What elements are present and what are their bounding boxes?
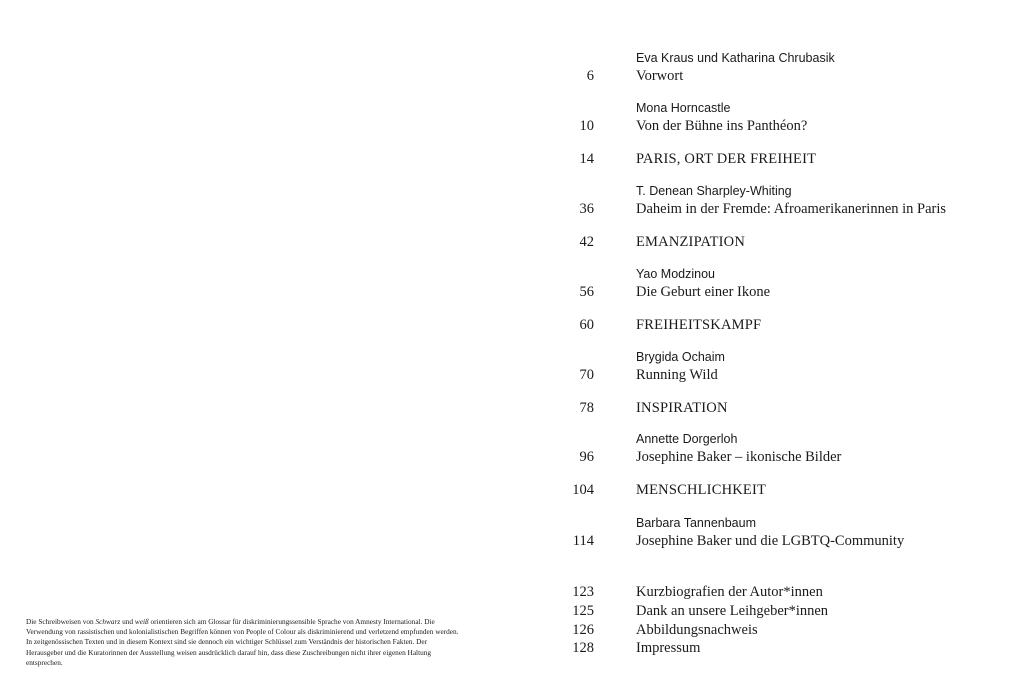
toc-author: Yao Modzinou bbox=[636, 267, 715, 281]
toc-page-number: 14 bbox=[579, 151, 594, 167]
footnote-part: und bbox=[120, 617, 135, 626]
toc-title: Josephine Baker – ikonische Bilder bbox=[636, 449, 842, 465]
toc-section-title: MENSCHLICHKEIT bbox=[636, 482, 767, 498]
toc-title: Die Geburt einer Ikone bbox=[636, 284, 771, 300]
toc-title: Abbildungsnachweis bbox=[636, 622, 758, 638]
toc-section-title: INSPIRATION bbox=[636, 400, 728, 416]
toc-page-number: 6 bbox=[586, 68, 594, 84]
toc-page-number: 78 bbox=[579, 400, 594, 416]
toc-page-number: 60 bbox=[579, 317, 594, 333]
toc-author: Eva Kraus und Katharina Chrubasik bbox=[636, 51, 835, 65]
footnote-term-weiss: weiß bbox=[134, 617, 149, 626]
toc-page-number: 128 bbox=[572, 640, 594, 656]
toc-author: Brygida Ochaim bbox=[636, 350, 725, 364]
toc-section-title: PARIS, ORT DER FREIHEIT bbox=[636, 151, 817, 167]
toc-title: Daheim in der Fremde: Afroamerikanerinnen in Paris bbox=[636, 201, 947, 217]
toc-page-number: 70 bbox=[579, 367, 594, 383]
toc-page-number: 104 bbox=[572, 482, 594, 498]
toc-title: Running Wild bbox=[636, 367, 718, 383]
toc-title: Vorwort bbox=[636, 68, 684, 84]
footnote-text bbox=[26, 617, 462, 668]
footnote-part: Die Schreibweisen von bbox=[26, 617, 96, 626]
footnote-part: orientieren sich am Glossar für diskriminierungssensible Sprache von Amnesty International. Die Verwendung von rassistischen und kolonialistischen Begriffen können von People of Colour als diskriminierend und verletzend empfunden werden. In zeitgenössischen Texten und in diesem Kontext sind sie dennoch ein wichtiger Schlüssel zum Verständnis der historischen Fakten. Der Herausgeber und die Kuratorinnen der Ausstellung weisen ausdrücklich darauf hin, dass diese Zuschreibungen nicht ihrer eigenen Haltung entsprechen. bbox=[26, 617, 459, 667]
toc-title: Von der Bühne ins Panthéon? bbox=[636, 118, 808, 134]
toc-title: Dank an unsere Leihgeber*innen bbox=[636, 603, 829, 619]
footnote bbox=[26, 617, 462, 668]
footnote-term-schwarz: Schwarz bbox=[95, 617, 121, 626]
toc-page-number: 10 bbox=[579, 118, 594, 134]
toc-page-number: 114 bbox=[572, 533, 594, 549]
toc-page-number: 126 bbox=[572, 622, 594, 638]
toc-page-number: 36 bbox=[579, 201, 594, 217]
toc-page-number: 42 bbox=[579, 234, 594, 250]
toc-author: T. Denean Sharpley-Whiting bbox=[636, 184, 792, 198]
toc-title: Josephine Baker und die LGBTQ-Community bbox=[636, 533, 905, 549]
toc-title: Kurzbiografien der Autor*innen bbox=[636, 584, 823, 600]
toc-page-number: 56 bbox=[579, 284, 594, 300]
toc-section-title: EMANZIPATION bbox=[636, 234, 746, 250]
toc-page-number: 125 bbox=[572, 603, 594, 619]
toc-author: Mona Horncastle bbox=[636, 101, 731, 115]
toc-page-number: 123 bbox=[572, 584, 594, 600]
toc-author: Annette Dorgerloh bbox=[636, 432, 738, 446]
toc-page-number: 96 bbox=[579, 449, 594, 465]
toc-author: Barbara Tannenbaum bbox=[636, 516, 756, 530]
toc-title: Impressum bbox=[636, 640, 701, 656]
toc-section-title: FREIHEITSKAMPF bbox=[636, 317, 762, 333]
